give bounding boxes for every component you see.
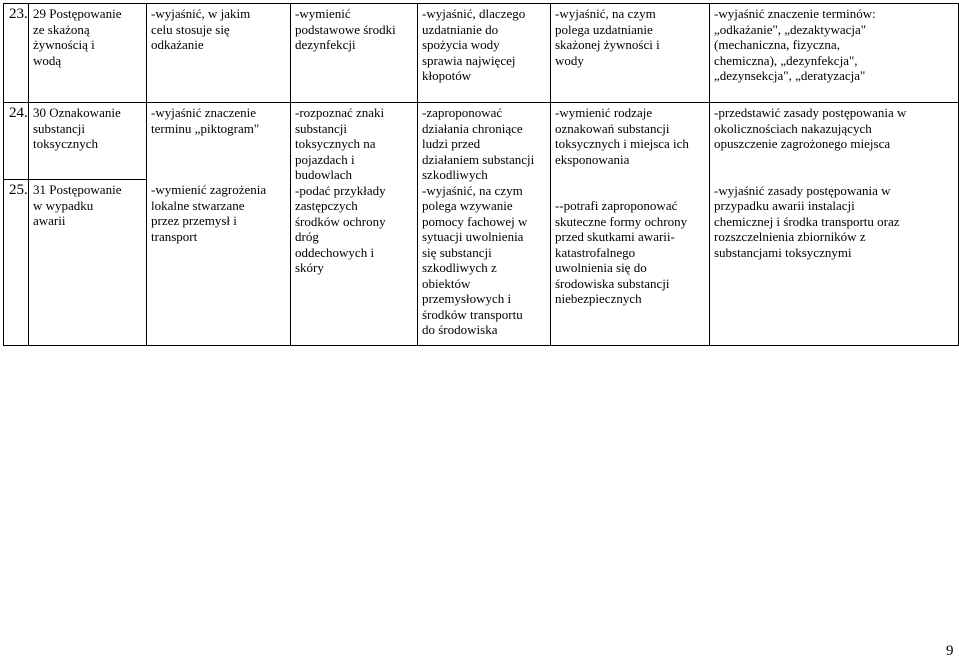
topic-cell [29, 103, 147, 180]
text-line: przemysłowych i [422, 291, 512, 306]
text-line: uwolnienia się do [555, 260, 647, 275]
text-line: -podać przykłady [295, 182, 386, 198]
text-line: budowlach [295, 167, 353, 182]
text-line: skuteczne formy ochrony [555, 213, 688, 229]
text-line: dezynfekcji [295, 37, 356, 52]
text-line: eksponowania [555, 151, 630, 167]
table-row [4, 103, 959, 180]
text-line: celu stosuje się [151, 21, 230, 37]
text-line: zastępczych [295, 198, 358, 213]
text-line: chemicznej i środka transportu oraz [714, 213, 900, 229]
text-line: się substancji [422, 244, 492, 260]
text-line: środowiska substancji [555, 275, 670, 291]
text-line: obiektów [422, 275, 471, 291]
text-line: środków transportu [422, 306, 523, 322]
topic-line: 29 Postępowanie [33, 6, 122, 21]
text-line: „dezynsekcja", „deratyzacja" [714, 68, 866, 83]
text-line: chemiczna), „dezynfekcja", [714, 52, 858, 68]
row-number: 23. [4, 4, 29, 103]
text-line: katastrofalnego [555, 244, 636, 260]
text-line: przed skutkami awarii- [555, 229, 675, 244]
topic-line: 30 Oznakowanie [33, 105, 121, 120]
topic-line: awarii [33, 213, 66, 228]
text-line: środków ochrony [295, 213, 386, 229]
text-line: „odkażanie", „dezaktywacja" [714, 21, 867, 37]
text-line: -przedstawić zasady postępowania w [714, 105, 907, 120]
spacer [714, 152, 954, 183]
text-line: działaniem substancji [422, 151, 535, 167]
table-row [4, 4, 959, 103]
text-line: oddechowych i [295, 244, 375, 260]
text-line: sytuacji uwolnienia [422, 229, 524, 244]
text-line: polega uzdatnianie [555, 21, 653, 37]
text-line: wody [555, 52, 584, 68]
requirement-cell [418, 4, 551, 103]
text-line: odkażanie [151, 37, 204, 52]
text-line: -wymienić zagrożenia [151, 182, 267, 197]
requirement-cell [291, 4, 418, 103]
text-line: substancji [295, 120, 347, 136]
topic-line: ze skażoną [33, 21, 90, 37]
requirement-cell [710, 4, 959, 103]
text-line: do środowiska [422, 322, 498, 337]
text-line: --potrafi zaproponować [555, 198, 678, 213]
text-line: transport [151, 228, 198, 244]
text-line: uzdatnianie do [422, 21, 499, 37]
topic-line: żywnością i [33, 37, 95, 52]
topic-line: w wypadku [33, 197, 94, 213]
text-line: kłopotów [422, 68, 472, 83]
requirement-cell [710, 103, 959, 346]
text-line: podstawowe środki [295, 21, 396, 37]
text-line: polega wzywanie [422, 198, 513, 213]
text-line: -wyjaśnić, na czym [422, 182, 523, 198]
topic-cell [29, 180, 147, 346]
text-line: przez przemysł i [151, 213, 237, 228]
text-line: (mechaniczna, fizyczna, [714, 37, 840, 52]
row-number: 25. [4, 180, 29, 346]
text-line: substancjami toksycznymi [714, 244, 852, 260]
text-line: toksycznych na [295, 136, 376, 151]
text-line: skóry [295, 260, 324, 275]
text-line: -wyjaśnić znaczenie terminów: [714, 6, 876, 21]
text-line: opuszczenie zagrożonego miejsca [714, 136, 891, 151]
text-line: sprawia najwięcej [422, 52, 516, 68]
requirement-cell [551, 103, 710, 346]
requirement-cell [147, 4, 291, 103]
row-number: 24. [4, 103, 29, 180]
topic-cell [29, 4, 147, 103]
text-line: toksycznych i miejsca ich [555, 136, 689, 151]
text-line: -wymienić rodzaje [555, 105, 653, 120]
text-line: -wyjaśnić, na czym [555, 6, 656, 21]
text-line: niebezpiecznych [555, 291, 642, 306]
text-line: -zaproponować [422, 105, 503, 120]
topic-line: 31 Postępowanie [33, 182, 122, 197]
curriculum-table [3, 3, 959, 346]
text-line: pomocy fachowej w [422, 213, 528, 229]
spacer [555, 167, 705, 198]
text-line: -wyjaśnić zasady postępowania w [714, 182, 891, 198]
text-line: działania chroniące [422, 120, 523, 136]
text-line: przypadku awarii instalacji [714, 198, 855, 213]
requirement-cell [418, 103, 551, 346]
topic-line: toksycznych [33, 136, 98, 151]
text-line: szkodliwych z [422, 260, 497, 275]
text-line: skażonej żywności i [555, 37, 660, 52]
text-line: -wyjaśnić, w jakim [151, 6, 251, 21]
text-line: spożycia wody [422, 37, 500, 52]
requirement-cell [291, 103, 418, 346]
text-line: dróg [295, 229, 319, 244]
topic-line: wodą [33, 52, 62, 68]
text-line: -wyjaśnić znaczenie [151, 105, 257, 120]
text-line: okolicznościach nakazujących [714, 120, 872, 136]
text-line: lokalne stwarzane [151, 197, 245, 213]
text-line: terminu „piktogram" [151, 120, 260, 136]
text-line: szkodliwych [422, 167, 488, 182]
text-line: -wyjaśnić, dlaczego [422, 6, 526, 21]
text-line: pojazdach i [295, 151, 355, 167]
page-number: 9 [946, 643, 954, 659]
text-line: oznakowań substancji [555, 120, 670, 136]
topic-line: substancji [33, 120, 85, 136]
text-line: -wymienić [295, 6, 351, 21]
text-line: ludzi przed [422, 136, 481, 151]
text-line: -rozpoznać znaki [295, 105, 385, 120]
spacer [151, 136, 286, 182]
requirement-cell [551, 4, 710, 103]
requirement-cell [147, 103, 291, 346]
text-line: rozszczelnienia zbiorników z [714, 229, 866, 244]
